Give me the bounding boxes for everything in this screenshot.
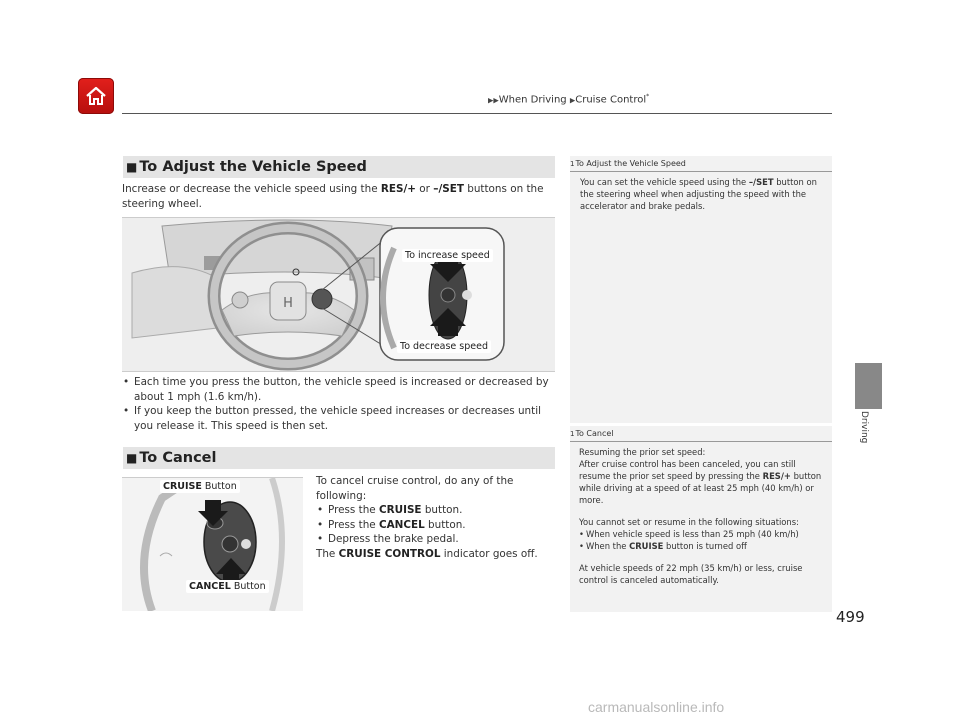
section-square-icon: ■ — [126, 160, 138, 174]
callout-cruise-button — [160, 480, 240, 493]
cruise-control-indicator-label: CRUISE CONTROL — [338, 547, 441, 560]
chapter-tab-label: Driving — [859, 411, 869, 444]
callout-cruise-button-text: Button — [201, 481, 237, 492]
note-cancel-list — [579, 528, 822, 552]
section-square-icon: ■ — [126, 451, 138, 465]
callout-cancel-button-text: Button — [230, 581, 266, 592]
home-icon — [84, 84, 108, 108]
cancel-label: CANCEL — [189, 581, 231, 592]
section-heading-adjust — [123, 156, 555, 178]
note-marker-icon: 1 — [570, 160, 575, 168]
note-adjust-title — [570, 156, 832, 172]
cancel-list — [316, 503, 546, 547]
header-divider — [122, 113, 832, 114]
cancel-label: CANCEL — [379, 518, 425, 531]
cancel-outro-text: The — [316, 547, 339, 560]
note-cancel-line: Resuming the prior set speed: — [579, 447, 706, 457]
minus-set-label: –/SET — [748, 177, 774, 187]
chapter-tab[interactable] — [855, 363, 882, 409]
breadcrumb-item-cruise-control[interactable]: Cruise Control — [575, 94, 647, 106]
note-adjust-text-end: button on the steering wheel when adjusting the speed with the accelerator and brake pedals. — [580, 177, 817, 211]
section-heading-cancel — [123, 447, 555, 469]
adjust-intro-text: Increase or decrease the vehicle speed using the — [122, 183, 381, 195]
list-item — [579, 540, 822, 552]
page-number: 499 — [836, 608, 865, 626]
list-item-text: button. — [424, 518, 466, 531]
adjust-intro-or: or — [416, 183, 434, 195]
note-adjust-text: You can set the vehicle speed using the — [580, 177, 749, 187]
breadcrumb — [488, 93, 649, 105]
note-cancel-text: After cruise control has been canceled, you can still resume the prior set speed by pressing the — [579, 459, 796, 481]
cancel-outro-text-end: indicator goes off. — [440, 547, 538, 560]
steering-wheel-illustration — [122, 217, 555, 372]
watermark-text: carmanualsonline.info — [588, 699, 725, 715]
list-item: • Each time you press the button, the vehicle speed is increased or decreased by about 1 mph (1.6 km/h). — [122, 375, 552, 404]
cancel-button-illustration — [122, 477, 303, 611]
section-heading-cancel-text: To Cancel — [139, 450, 217, 466]
list-item: • Depress the brake pedal. — [316, 532, 546, 547]
cancel-intro: To cancel cruise control, do any of the following: — [316, 475, 514, 502]
note-marker-icon: 1 — [570, 430, 575, 438]
cancel-instructions — [316, 474, 546, 561]
cancel-outro — [316, 547, 546, 562]
note-cancel-text: button while driving at a speed of at least 25 mph (40 km/h) or more. — [579, 471, 822, 505]
list-item-text: Press the — [328, 504, 380, 516]
list-item-text: When the — [585, 541, 630, 551]
list-item-text: Press the — [328, 518, 380, 531]
cruise-label: CRUISE — [163, 481, 202, 492]
list-item-text: button. — [421, 504, 463, 516]
res-plus-label: RES/+ — [762, 471, 791, 481]
note-cancel-title — [570, 426, 832, 442]
svg-text:H: H — [283, 296, 293, 311]
section-heading-adjust-text: To Adjust the Vehicle Speed — [139, 159, 367, 175]
note-cancel — [570, 426, 832, 612]
list-item — [316, 503, 546, 518]
note-adjust-title-text: To Adjust the Vehicle Speed — [575, 159, 686, 168]
home-button[interactable] — [78, 78, 114, 114]
cruise-label: CRUISE — [379, 504, 422, 516]
note-adjust-speed — [570, 156, 832, 423]
list-item: • When vehicle speed is less than 25 mph (40 km/h) — [579, 528, 822, 540]
adjust-bullet-list — [122, 375, 552, 433]
res-plus-label: RES/+ — [380, 183, 416, 195]
note-cancel-line: You cannot set or resume in the following situations: — [579, 517, 799, 527]
note-cancel-body — [570, 442, 832, 586]
callout-increase-speed: To increase speed — [402, 249, 493, 262]
breadcrumb-arrow-icon: ▶▶ — [488, 96, 499, 105]
adjust-intro — [122, 182, 552, 211]
list-item: • If you keep the button pressed, the vehicle speed increases or decreases until you release it. This speed is then set. — [122, 404, 552, 433]
cruise-label: CRUISE — [629, 541, 664, 551]
breadcrumb-item-when-driving[interactable]: When Driving — [498, 94, 567, 106]
callout-decrease-speed: To decrease speed — [397, 340, 491, 353]
note-cancel-line — [579, 458, 822, 506]
list-item — [316, 518, 546, 533]
minus-set-label: –/SET — [433, 183, 464, 195]
breadcrumb-arrow-icon: ▶ — [569, 96, 576, 105]
note-adjust-body — [570, 172, 832, 212]
callout-cancel-button — [186, 580, 269, 593]
adjust-intro-text-end: buttons on the steering wheel. — [122, 183, 544, 210]
asterisk: * — [646, 93, 650, 100]
note-cancel-line: At vehicle speeds of 22 mph (35 km/h) or less, cruise control is canceled automatically. — [579, 563, 803, 585]
note-cancel-title-text: To Cancel — [575, 429, 614, 438]
list-item-text: button is turned off — [663, 541, 747, 551]
